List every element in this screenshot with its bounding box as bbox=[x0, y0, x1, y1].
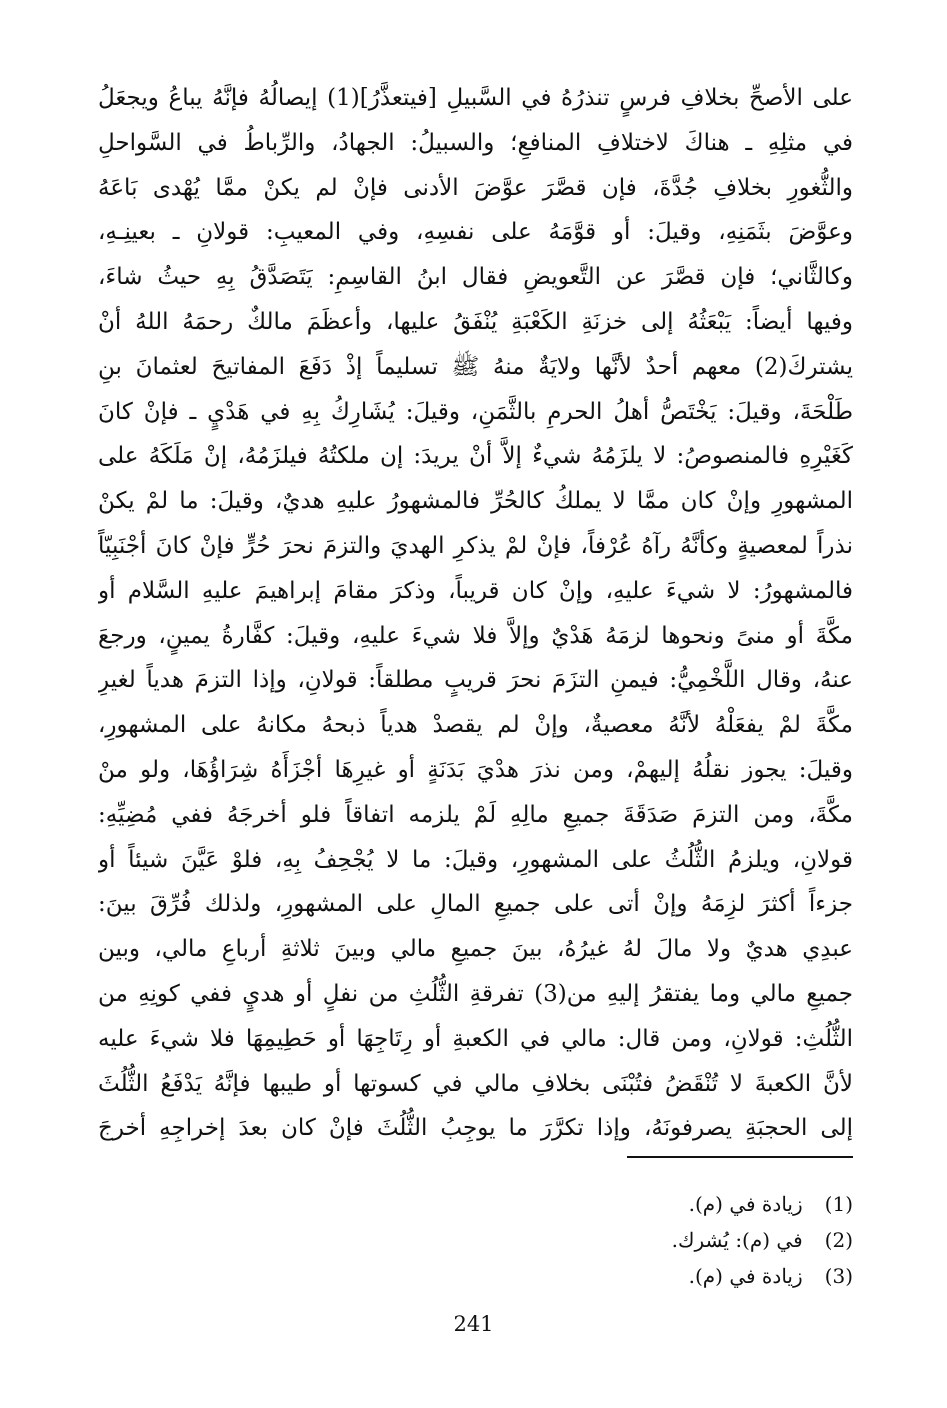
text-line: والثُّغورِ بخلافِ جُدَّةَ، فإن قصَّرَ عوَّضَ الأدنى فإنْ لم يكنْ ممَّا يُهْدى بَاعَهُ bbox=[98, 174, 853, 201]
text-line: قولانِ، ويلزمُ الثُّلُثُ على المشهورِ، وقيلَ: ما لا يُجْحِفُ بِهِ، فلوْ عَيَّنَ شيئاً أو bbox=[98, 846, 853, 873]
text-line: الثُّلُثِ: قولانِ، ومن قال: مالي في الكعبةِ أو رِتَاجِهَا أو حَطِيمِهَا فلا شيءَ عليه bbox=[98, 1025, 853, 1052]
text-line: مكَّةَ، ومن التزمَ صَدَقَةَ جميعِ مالِهِ لَمْ يلزمه اتفاقاً فلو أخرجَهُ ففي مُضِيِّهِ: bbox=[98, 801, 853, 828]
footnote bbox=[672, 1258, 853, 1294]
text-line: وعوَّضَ بثَمَنِهِ، وقيلَ: أو قوَّمَهُ على نفسِهِ، وفي المعيبِ: قولانِ ـ بعينِـهِ، bbox=[98, 219, 853, 246]
text-line: فالمشهورُ: لا شيءَ عليهِ، وإنْ كان قريباً، وذكرَ مقامَ إبراهيمَ عليهِ السَّلام أو bbox=[98, 577, 853, 604]
footnote-text: زيادة في (م). bbox=[688, 1192, 803, 1216]
footnote-number: (2) bbox=[824, 1228, 853, 1252]
text-line: طَلْحَةَ، وقيلَ: يَخْتَصُّ أهلُ الحرمِ بالثَّمَنِ، وقيلَ: يُشَارِكُ بِهِ في هَدْيٍ ـ فإنْ كانَ bbox=[98, 398, 853, 425]
footnote-text: زيادة في (م). bbox=[688, 1264, 803, 1288]
text-line: على الأصحِّ بخلافِ فرسٍ تنذرُهُ في السَّبيلِ [فيتعذَّرُ](1) إيصالُهُ فإنَّهُ يباعُ ويجعَلُ bbox=[98, 85, 853, 111]
text-line: عبدِي هديٌ ولا مالَ لهُ غيرُهُ، بينَ جميعِ مالي وبينَ ثلاثةِ أرباعِ مالي، وبين bbox=[98, 936, 853, 963]
text-line: كَغَيْرِهِ فالمنصوصُ: لا يلزَمُهُ شيءٌ إلاَّ أنْ يريدَ: إن ملكتُهُ فيلزَمُهُ، إنْ مَلَكَهُ على bbox=[98, 443, 853, 470]
text-line: وفيها أيضاً: يَبْعَثُهُ إلى خزنَةِ الكَعْبَةِ يُنْفَقُ عليها، وأعظَمَ مالكٌ رحمَهُ اللهُ أنْ bbox=[98, 308, 853, 335]
text-line: جميعِ مالي وما يفتقرُ إليهِ من(3) تفرقةِ الثُّلُثِ من نفلٍ أو هديٍ ففي كونِهِ من bbox=[98, 980, 853, 1007]
footnote-number: (1) bbox=[824, 1192, 853, 1216]
text-line: نذراً لمعصيةٍ وكأنَّهُ رآهُ عُرْفاً، فإنْ لمْ يذكرِ الهديَ والتزمَ نحرَ حُرٍّ فإنْ كانَ أجْنَبِيّاً bbox=[98, 532, 853, 559]
text-line: لأنَّ الكعبةَ لا تُنْقَضُ فتُبْنَى بخلافِ مالي في كسوتها أو طيبها فإنَّهُ يَدْفَعُ الثُّلُثَ bbox=[98, 1070, 853, 1097]
text-line: مكَّةَ لمْ يفعَلْهُ لأنَّهُ معصيةٌ، وإنْ لم يقصدْ هدياً ذبحهُ مكانهُ على المشهورِ، bbox=[98, 712, 853, 739]
footnote bbox=[672, 1222, 853, 1258]
footnote-number: (3) bbox=[824, 1264, 853, 1288]
text-line: يشتركَ(2) معهم أحدٌ لأنَّها ولايَةٌ منهُ ﷺ تسليماً إذْ دَفَعَ المفاتيحَ لعثمانَ بنِ bbox=[98, 353, 853, 380]
footnote bbox=[672, 1186, 853, 1222]
text-line: إلى الحجبَةِ يصرفونَهُ، وإذا تكرَّرَ ما يوجِبُ الثُّلُثَ فإنْ كان بعدَ إخراجِهِ أخرجَ bbox=[98, 1115, 853, 1142]
page-number: 241 bbox=[453, 1312, 494, 1336]
text-line: وكالثَّاني؛ فإن قصَّرَ عن التَّعويضِ فقال ابنُ القاسِمِ: يَتَصَدَّقُ بِهِ حيثُ شاءَ، bbox=[98, 264, 853, 291]
text-line: مكَّةَ أو منىً ونحوها لزمَهُ هَدْيٌ وإلاَّ فلا شيءَ عليهِ، وقيلَ: كفَّارةُ يمينٍ، ورجعَ bbox=[98, 622, 853, 649]
main-text-block bbox=[98, 76, 853, 1151]
text-line: جزءاً أكثرَ لزِمَهُ وإنْ أتى على جميعِ المالِ على المشهورِ، ولذلك فُرِّقَ بينَ: bbox=[98, 891, 853, 918]
text-line: وقيلَ: يجوز نقلُهُ إليهمْ، ومن نذرَ هدْيَ بَدَنَةٍ أو غيرِهَا أجْزَأَهُ شِرَاؤُهَا، ولو منْ bbox=[98, 756, 853, 783]
footnote-text: في (م): يُشرك. bbox=[671, 1228, 803, 1252]
text-line: المشهورِ وإنْ كان ممَّا لا يملكُ كالحُرِّ فالمشهورُ عليهِ هديٌ، وقيلَ: ما لمْ يكنْ bbox=[98, 488, 853, 515]
footnotes bbox=[672, 1186, 853, 1294]
text-line: عنهُ، وقال اللَّخْمِيُّ: فيمنِ التزَمَ نحرَ قريبٍ مطلقاً: قولانِ، وإذا التزمَ هدياً لغيرِ bbox=[98, 667, 853, 694]
footnote-separator bbox=[627, 1156, 853, 1158]
text-line: في مثلِهِ ـ هناكَ لاختلافِ المنافعِ؛ والسبيلُ: الجهادُ، والرِّباطُ في السَّواحلِ bbox=[98, 129, 853, 156]
